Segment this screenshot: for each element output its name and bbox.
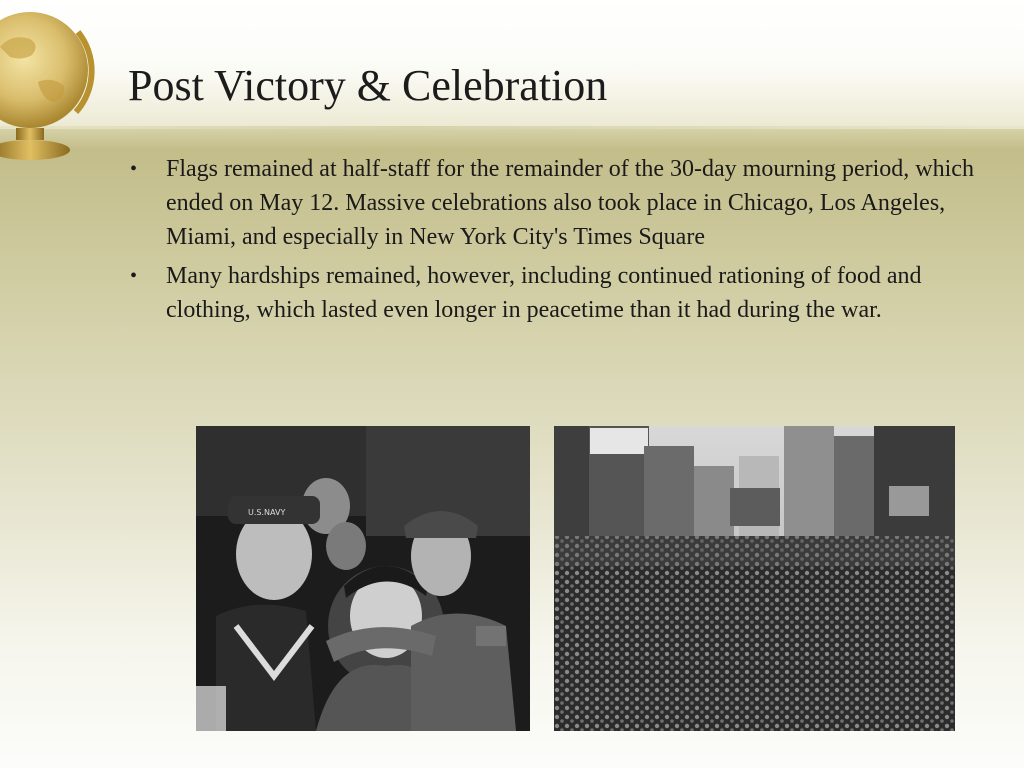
- globe-icon: [0, 0, 100, 167]
- celebration-photo: [196, 426, 530, 731]
- bullet-text: Many hardships remained, however, including continued rationing of food and clothing, which lasted even longer in peacetime than it had during the war.: [166, 263, 922, 323]
- bullet-text: Flags remained at half-staff for the remainder of the 30-day mourning period, which ended on May 12. Massive celebrations also took place in Chicago, Los Angeles, Miami, and especially in New York City's Times Square: [166, 156, 974, 250]
- bullet-item: [128, 259, 978, 327]
- times-square-crowd-photo: [554, 426, 955, 731]
- slide-title: Post Victory & Celebration: [128, 61, 608, 110]
- bullet-item: [128, 152, 978, 254]
- title-divider: [0, 126, 1024, 129]
- navy-cap-text: U.S.NAVY: [248, 508, 286, 517]
- bullet-list: [128, 152, 978, 332]
- bullet-dot-icon: •: [130, 265, 138, 287]
- bullet-dot-icon: •: [130, 158, 138, 180]
